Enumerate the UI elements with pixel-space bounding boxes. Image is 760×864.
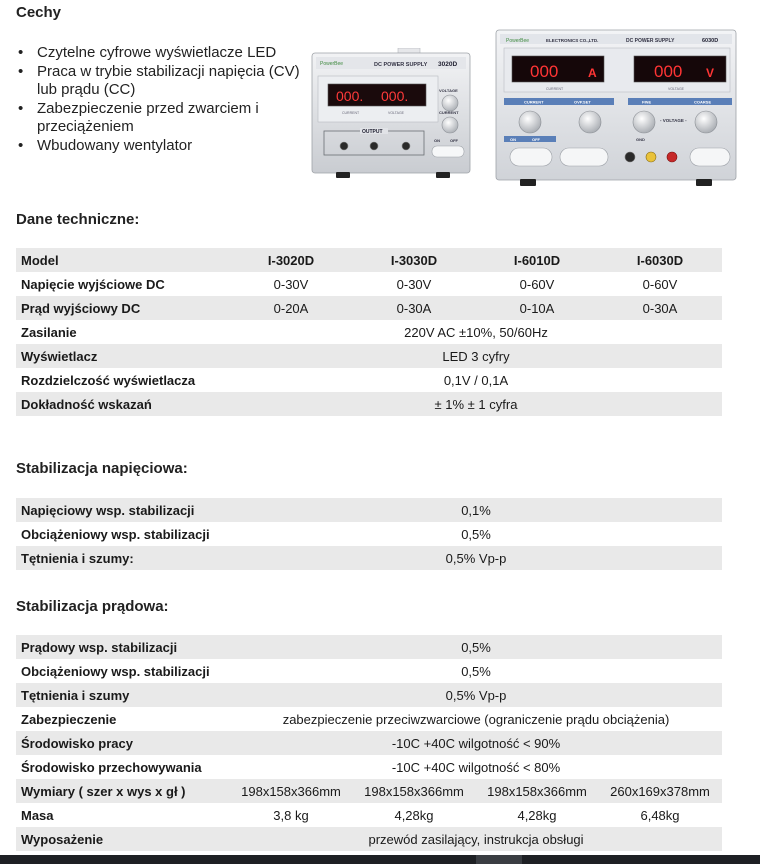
table-cell: 0,5% Vp-p [230, 546, 722, 570]
table-cell: 0,1V / 0,1A [230, 368, 722, 392]
row-label: Obciążeniowy wsp. stabilizacji [16, 522, 230, 546]
voltage-unit: V [706, 66, 715, 80]
table-cell: 0-60V [476, 272, 598, 296]
table-cell: 198x158x366mm [476, 779, 598, 803]
current-unit: A [588, 66, 597, 80]
mode-switch[interactable] [560, 148, 608, 166]
output-switch[interactable] [690, 148, 730, 166]
table-row [16, 731, 722, 755]
current-knob-label: CURRENT [524, 99, 544, 105]
table-row [16, 498, 722, 522]
table-cell: 0,5% [230, 635, 722, 659]
header-cell: I-6010D [476, 248, 598, 272]
table-cell: ± 1% ± 1 cyfra [230, 392, 722, 416]
table-row [16, 272, 722, 296]
row-label: Środowisko przechowywania [16, 755, 230, 779]
model-label: 3020D [438, 61, 458, 68]
row-label: Prądowy wsp. stabilizacji [16, 635, 230, 659]
on-label: ON [510, 137, 516, 142]
table-cell: 0,5% [230, 522, 722, 546]
voltage-stabilization-table [16, 498, 722, 570]
current-caption: CURRENT [342, 111, 360, 115]
table-cell: 0-30A [352, 296, 476, 320]
fine-knob-label: FINE [642, 99, 652, 105]
voltage-display: 000 [654, 62, 683, 81]
coarse-voltage-knob[interactable] [695, 111, 717, 133]
voltage-caption: VOLTAGE [668, 87, 685, 91]
output-label: OUTPUT [362, 129, 383, 135]
current-display: 000 [530, 62, 559, 81]
table-row [16, 392, 722, 416]
current-display: 000. [336, 88, 364, 104]
power-supply-6030d-image [494, 28, 740, 188]
brand-label: PowerBee [506, 38, 530, 44]
current-knob-label: CURRENT [439, 110, 459, 115]
table-row [16, 522, 722, 546]
list-item: • Zabezpieczenie przed zwarciem i przeciążeniem [18, 100, 318, 137]
list-item: • Praca w trybie stabilizacji napięcia (CV) lub prądu (CC) [18, 63, 318, 100]
off-label: OFF [450, 138, 458, 143]
row-label: Rozdzielczość wyświetlacza [16, 368, 230, 392]
bottom-bar [0, 855, 760, 864]
row-label: Wyposażenie [16, 827, 230, 851]
power-switch[interactable] [510, 148, 552, 166]
row-label: Prąd wyjściowy DC [16, 296, 230, 320]
row-label: Masa [16, 803, 230, 827]
table-cell: -10C +40C wilgotność < 80% [230, 755, 722, 779]
table-row [16, 827, 722, 851]
current-stabilization-heading: Stabilizacja prądowa: [16, 598, 169, 615]
table-cell: 0,1% [230, 498, 722, 522]
voltage-display: 000. [381, 88, 409, 104]
coarse-knob-label: COARSE [694, 99, 712, 105]
current-caption: CURRENT [546, 87, 564, 91]
table-row [16, 707, 722, 731]
title-label: DC POWER SUPPLY [626, 38, 675, 44]
voltage-knob[interactable] [442, 95, 458, 111]
table-cell: 0,5% Vp-p [230, 683, 722, 707]
table-cell: 260x169x378mm [598, 779, 722, 803]
header-cell: I-3030D [352, 248, 476, 272]
table-cell: 0-60V [598, 272, 722, 296]
bottom-bar-tab[interactable] [476, 855, 522, 864]
table-cell: 0-20A [230, 296, 352, 320]
list-item: • Wbudowany wentylator [18, 137, 318, 156]
table-cell: 0-10A [476, 296, 598, 320]
table-cell: -10C +40C wilgotność < 90% [230, 731, 722, 755]
tech-specs-table [16, 248, 722, 416]
table-row [16, 755, 722, 779]
table-cell: 220V AC ±10%, 50/60Hz [230, 320, 722, 344]
table-row [16, 368, 722, 392]
table-cell: 0,5% [230, 659, 722, 683]
terminal-ground[interactable] [370, 142, 378, 150]
voltage-caption: VOLTAGE [388, 111, 405, 115]
header-cell: Model [16, 248, 230, 272]
features-list [18, 44, 318, 155]
terminal-ground[interactable] [646, 152, 656, 162]
table-row [16, 659, 722, 683]
gnd-label: GND [636, 137, 645, 142]
table-cell: 6,48kg [598, 803, 722, 827]
voltage-stabilization-heading: Stabilizacja napięciowa: [16, 460, 188, 477]
row-label: Napięcie wyjściowe DC [16, 272, 230, 296]
power-switch[interactable] [432, 146, 464, 157]
current-knob[interactable] [519, 111, 541, 133]
header-cell: I-6030D [598, 248, 722, 272]
row-label: Tętnienia i szumy [16, 683, 230, 707]
table-cell: 198x158x366mm [352, 779, 476, 803]
table-cell: 4,28kg [352, 803, 476, 827]
tech-heading: Dane techniczne: [16, 211, 140, 228]
table-cell: 4,28kg [476, 803, 598, 827]
table-row [16, 320, 722, 344]
ovp-knob-label: OVP.SET [574, 99, 591, 105]
table-row [16, 779, 722, 803]
brand-label: PowerBee [320, 61, 344, 67]
row-label: Tętnienia i szumy: [16, 546, 230, 570]
table-row [16, 296, 722, 320]
row-label: Napięciowy wsp. stabilizacji [16, 498, 230, 522]
header-cell: I-3020D [230, 248, 352, 272]
terminal-negative[interactable] [625, 152, 635, 162]
terminal-positive[interactable] [402, 142, 410, 150]
terminal-positive[interactable] [667, 152, 677, 162]
voltage-knob-label: VOLTAGE [439, 88, 458, 93]
title-label: DC POWER SUPPLY [374, 62, 428, 68]
on-label: ON [434, 138, 440, 143]
row-label: Wymiary ( szer x wys x gł ) [16, 779, 230, 803]
maker-label: ELECTRONICS CO.,LTD. [546, 38, 599, 43]
table-row [16, 546, 722, 570]
current-stabilization-table [16, 635, 722, 851]
row-label: Środowisko pracy [16, 731, 230, 755]
current-knob[interactable] [442, 117, 458, 133]
fine-voltage-knob[interactable] [633, 111, 655, 133]
table-row [16, 803, 722, 827]
terminal-negative[interactable] [340, 142, 348, 150]
list-item: • Czytelne cyfrowe wyświetlacze LED [18, 44, 318, 63]
row-label: Obciążeniowy wsp. stabilizacji [16, 659, 230, 683]
model-label: 6030D [702, 38, 719, 44]
table-cell: LED 3 cyfry [230, 344, 722, 368]
voltage-group-label: - VOLTAGE - [660, 118, 687, 123]
table-row [16, 635, 722, 659]
table-header-row [16, 248, 722, 272]
table-cell: 0-30V [352, 272, 476, 296]
ovp-knob[interactable] [579, 111, 601, 133]
row-label: Zabezpieczenie [16, 707, 230, 731]
table-cell: 3,8 kg [230, 803, 352, 827]
table-cell: przewód zasilający, instrukcja obsługi [230, 827, 722, 851]
table-cell: 0-30V [230, 272, 352, 296]
table-row [16, 344, 722, 368]
row-label: Zasilanie [16, 320, 230, 344]
table-row [16, 683, 722, 707]
table-cell: 198x158x366mm [230, 779, 352, 803]
row-label: Wyświetlacz [16, 344, 230, 368]
off-label: OFF [532, 137, 540, 142]
table-cell: zabezpieczenie przeciwzwarciowe (ograniczenie prądu obciążenia) [230, 707, 722, 731]
features-heading: Cechy [16, 4, 62, 21]
row-label: Dokładność wskazań [16, 392, 230, 416]
power-supply-3020d-image [308, 48, 474, 182]
table-cell: 0-30A [598, 296, 722, 320]
